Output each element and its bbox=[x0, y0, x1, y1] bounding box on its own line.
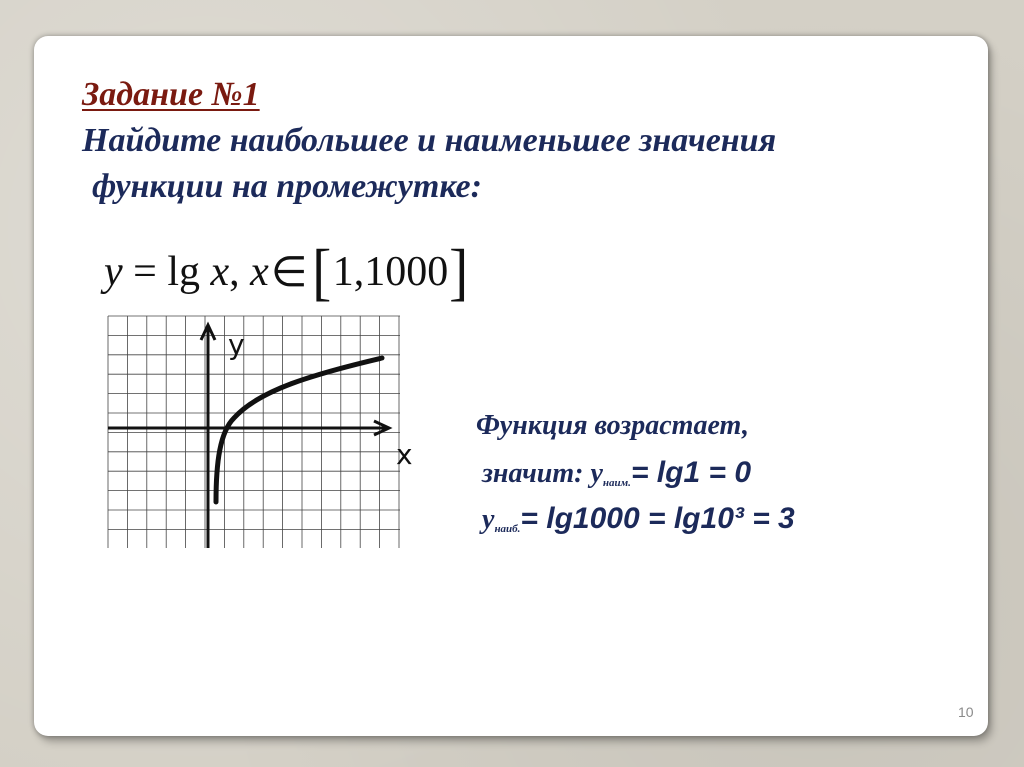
log-curve bbox=[216, 358, 382, 502]
answer-y-min: y bbox=[590, 458, 603, 489]
log-graph bbox=[104, 312, 424, 552]
y-axis-label: y bbox=[228, 328, 245, 361]
answer-line-2 bbox=[482, 456, 751, 490]
y-axis bbox=[201, 325, 215, 548]
grid bbox=[108, 316, 400, 548]
answer-max-value: = lg1000 = lg10³ = 3 bbox=[520, 502, 795, 535]
interval-close-bracket: ] bbox=[449, 236, 469, 307]
formula-comma: , bbox=[229, 249, 251, 295]
x-axis-label: x bbox=[396, 438, 413, 471]
answer-sub-max: наиб. bbox=[494, 523, 521, 535]
task-text-line-2: функции на промежутке: bbox=[92, 168, 482, 205]
task-text-line-1: Найдите наибольшее и наименьшее значения bbox=[82, 122, 777, 159]
answer-min-value: = lg1 = 0 bbox=[630, 456, 752, 489]
formula-y: y bbox=[104, 249, 123, 295]
answer-y-max: y bbox=[482, 504, 495, 535]
x-axis bbox=[108, 421, 389, 435]
function-formula bbox=[104, 236, 470, 307]
interval-open-bracket: [ bbox=[312, 236, 332, 307]
formula-x1: x bbox=[210, 249, 230, 295]
answer-line-1: Функция возрастает, bbox=[476, 410, 749, 441]
page-number: 10 bbox=[958, 704, 974, 720]
task-title: Задание №1 bbox=[82, 76, 260, 113]
formula-x2: x bbox=[250, 249, 269, 295]
answer-sub-min: наим. bbox=[602, 477, 631, 489]
formula-eq: = lg bbox=[122, 249, 211, 295]
interval-value: 1,1000 bbox=[332, 249, 449, 295]
answer-line-3 bbox=[482, 502, 795, 536]
element-of-symbol: ∈ bbox=[270, 250, 308, 296]
answer-prefix: значит: bbox=[482, 458, 591, 489]
